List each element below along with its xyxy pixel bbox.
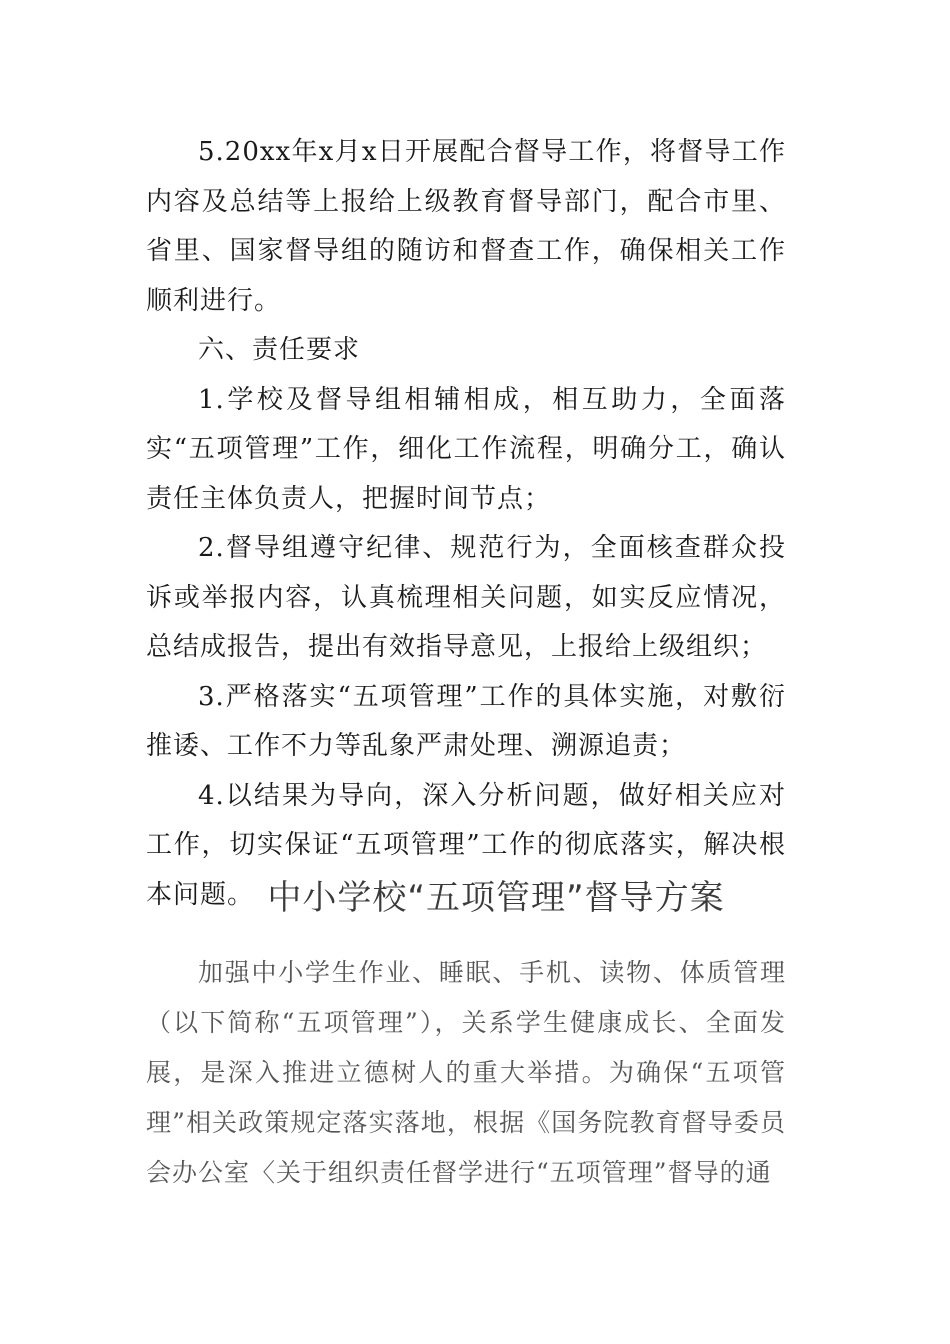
paragraph-item-5: 5.20xx年x月x日开展配合督导工作，将督导工作内容及总结等上报给上级教育督导部门，配合市里、省里、国家督导组的随访和督查工作，确保相关工作顺利进行。 [146, 137, 786, 316]
paragraph-requirement-4: 4.以结果为导向，深入分析问题，做好相关应对工作，切实保证“五项管理”工作的彻底落实，解决根本问题。 [146, 780, 786, 910]
intro-paragraph: 加强中小学生作业、睡眠、手机、读物、体质管理（以下简称“五项管理”），关系学生健康成长、全面发展，是深入推进立德树人的重大举措。为确保“五项管理”相关政策规定落实落地，根据《国务院教育督导委员会办公室〈关于组织责任督学进行“五项管理”督导的通 [146, 958, 786, 1187]
intro-section [146, 948, 786, 1198]
paragraph-requirement-2: 2.督导组遵守纪律、规范行为，全面核查群众投诉或举报内容，认真梳理相关问题，如实反应情况，总结成报告，提出有效指导意见，上报给上级组织； [146, 533, 786, 662]
section-heading-responsibility: 六、责任要求 [198, 335, 361, 365]
paragraph-requirement-3: 3.严格落实“五项管理”工作的具体实施，对敷衍推诿、工作不力等乱象严肃处理、溯源追责； [146, 681, 786, 761]
paragraph-requirement-1: 1.学校及督导组相辅相成，相互助力，全面落实“五项管理”工作，细化工作流程，明确分工，确认责任主体负责人，把握时间节点； [146, 384, 786, 514]
document-body [146, 128, 786, 920]
document-title: 中小学校“五项管理”督导方案 [267, 878, 725, 918]
